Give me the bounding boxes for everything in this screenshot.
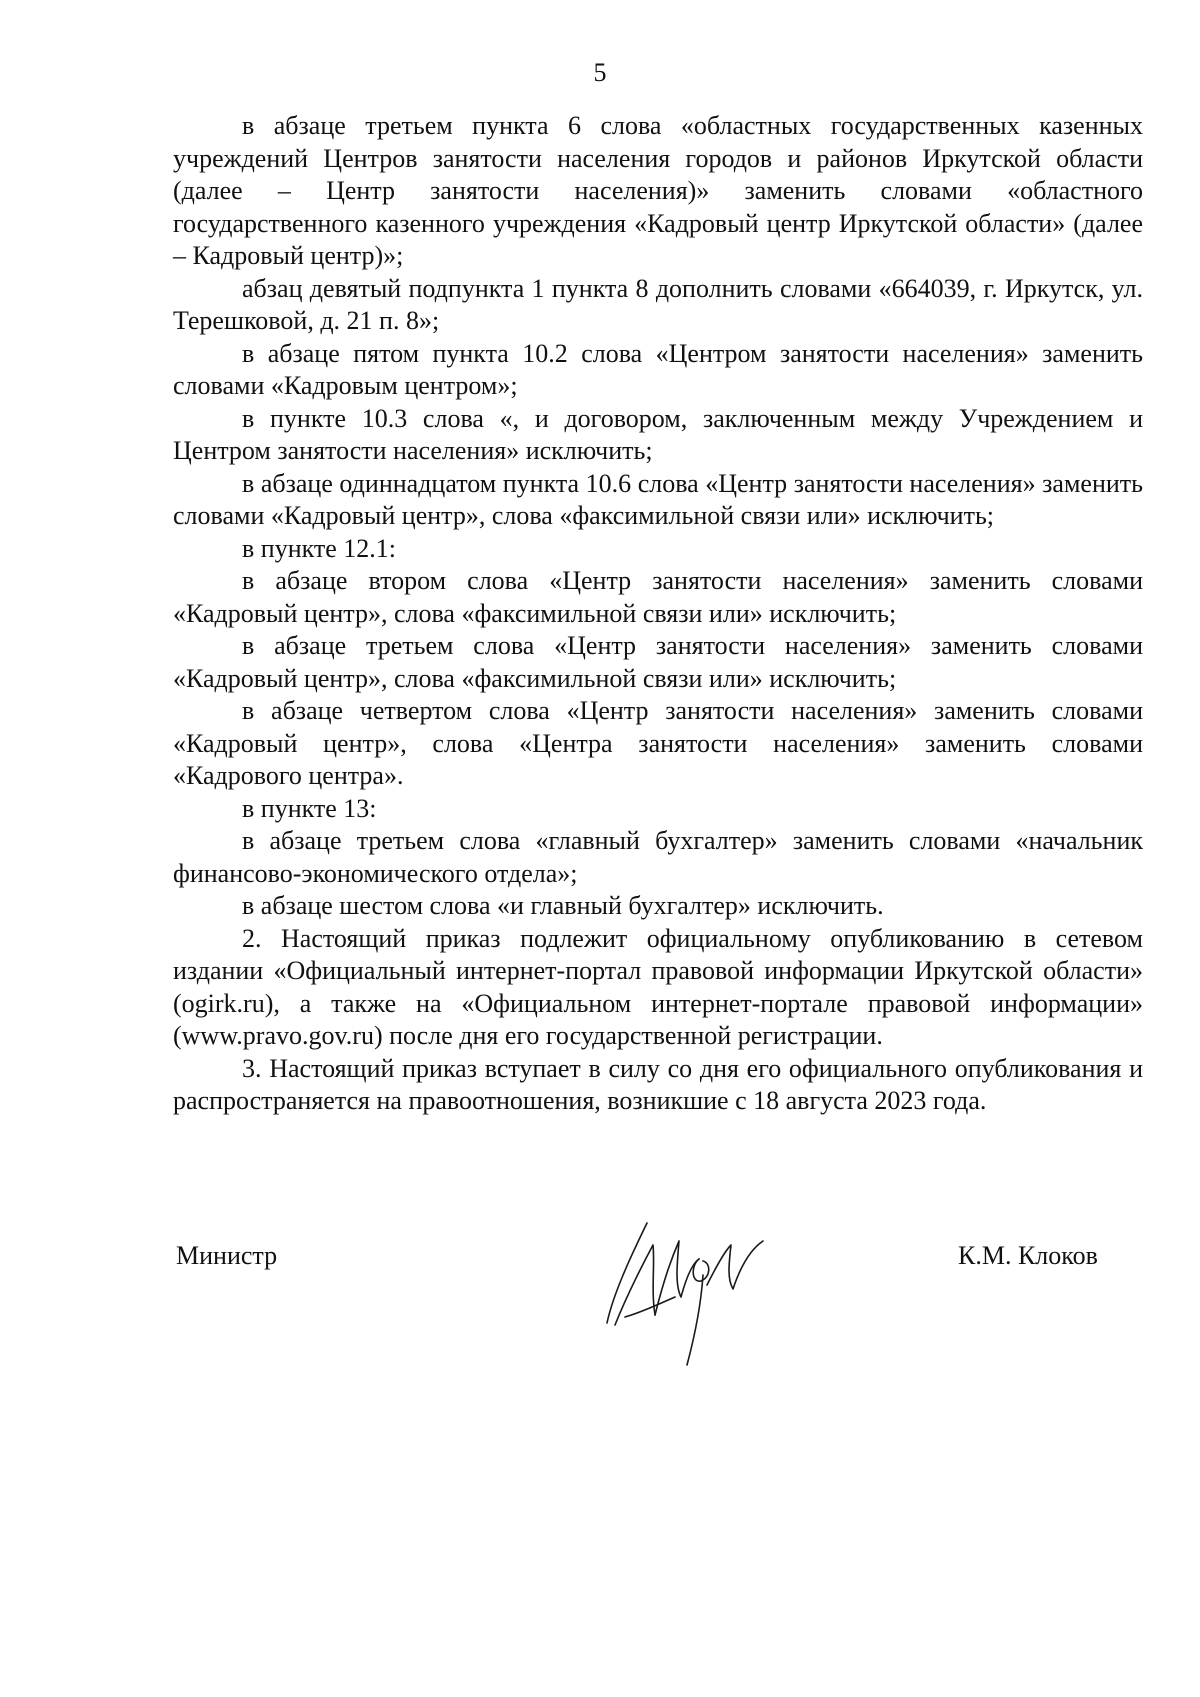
paragraph: в пункте 12.1: (242, 533, 397, 563)
paragraph: в пункте 10.3 слова «, и договором, заключенным между Учреждением и Центром занятости населения» исключить; (173, 403, 1143, 465)
paragraph: в абзаце шестом слова «и главный бухгалтер» исключить. (242, 891, 884, 920)
handwritten-signature (595, 1205, 815, 1375)
signatory-name: К.М. Клоков (958, 1241, 1098, 1270)
paragraph: абзац девятый подпункта 1 пункта 8 дополнить словами «664039, г. Иркутск, ул. Терешковой, д. 21 п. 8»; (173, 273, 1143, 335)
signature-block (0, 1205, 1200, 1385)
paragraph: в абзаце третьем пункта 6 слова «областных государственных казенных учреждений Центров занятости населения городов и районов Иркутской области (далее – Центр занятости населения)» заменить словами «областного государственного казенного учреждения «Кадровый центр Иркутской области» (далее – Кадровый центр)»; (173, 111, 1143, 270)
signatory-title: Министр (176, 1241, 278, 1270)
paragraph: в абзаце четвертом слова «Центр занятости населения» заменить словами «Кадровый центр», слова «Центра занятости населения» заменить словами «Кадрового центра». (173, 696, 1143, 790)
paragraph: в абзаце третьем слова «Центр занятости населения» заменить словами «Кадровый центр», слова «факсимильной связи или» исключить; (173, 631, 1143, 693)
paragraph: 2. Настоящий приказ подлежит официальному опубликованию в сетевом издании «Официальный интернет-портал правовой информации Иркутской области» (ogirk.ru), а также на «Официальном интернет-портале правовой информации» (www.pravo.gov.ru) после дня его государственной регистрации. (173, 923, 1143, 1050)
page-number: 5 (593, 58, 607, 87)
paragraph: 3. Настоящий приказ вступает в силу со дня его официального опубликования и распространяется на правоотношения, возникшие с 18 августа 2023 года. (173, 1053, 1143, 1115)
paragraph: в абзаце пятом пункта 10.2 слова «Центром занятости населения» заменить словами «Кадровым центром»; (173, 338, 1143, 400)
paragraph: в абзаце втором слова «Центр занятости населения» заменить словами «Кадровый центр», слова «факсимильной связи или» исключить; (173, 566, 1143, 628)
paragraph: в абзаце одиннадцатом пункта 10.6 слова «Центр занятости населения» заменить словами «Кадровый центр», слова «факсимильной связи или» исключить; (173, 468, 1143, 530)
document-body (173, 110, 1143, 1118)
paragraph: в абзаце третьем слова «главный бухгалтер» заменить словами «начальник финансово-экономического отдела»; (173, 826, 1143, 888)
paragraph: в пункте 13: (242, 793, 377, 823)
